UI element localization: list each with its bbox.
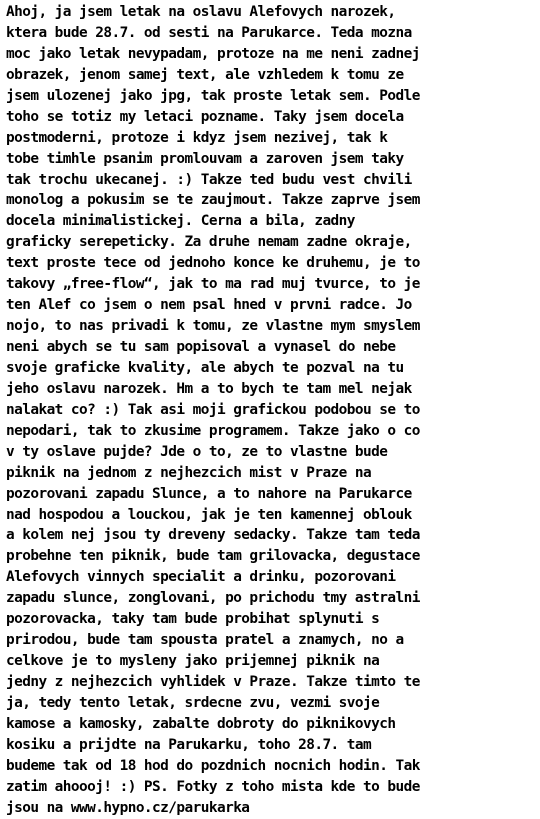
flyer-line: ktera bude 28.7. od sesti na Parukarce. Teda mozna xyxy=(6,24,412,41)
flyer-line: neni abych se tu sam popisoval a vynasel do nebe xyxy=(6,339,396,355)
flyer-line: zatim ahoooj! :) PS. Fotky z toho mista kde to bude xyxy=(6,778,420,795)
flyer-line: kosiku a prijdte na Parukarku, toho 28.7. tam xyxy=(6,736,372,753)
flyer-line: piknik na jednom z nejhezcich mist v Praze na xyxy=(6,464,372,481)
flyer-line: nalakat co? :) Tak asi moji grafickou podobou se to xyxy=(6,401,420,418)
flyer-text xyxy=(6,2,538,819)
flyer-line: a kolem nej jsou ty dreveny sedacky. Takze tam teda xyxy=(6,527,420,544)
flyer-line: nojo, to nas privadi k tomu, ze vlastne mym smyslem xyxy=(6,318,420,335)
flyer-line: graficky serepeticky. Za druhe nemam zadne okraje, xyxy=(6,234,412,251)
flyer-line: moc jako letak nevypadam, protoze na me neni zadnej xyxy=(6,45,420,62)
flyer-line: nad hospodou a louckou, jak je ten kamennej oblouk xyxy=(6,506,412,523)
flyer-line: zapadu slunce, zonglovani, po prichodu tmy astralni xyxy=(6,590,420,607)
flyer-line: docela minimalistickej. Cerna a bila, zadny xyxy=(6,213,355,230)
flyer-line: text proste tece od jednoho konce ke druhemu, je to xyxy=(6,255,420,272)
flyer-line: celkove je to mysleny jako prijemnej piknik na xyxy=(6,653,380,670)
flyer-line: nepodari, tak to zkusime programem. Takze jako o co xyxy=(6,422,420,439)
flyer-line: probehne ten piknik, bude tam grilovacka, degustace xyxy=(6,548,420,565)
flyer-line: ten Alef co jsem o nem psal hned v prvni radce. Jo xyxy=(6,297,412,314)
flyer-line: tobe timhle psanim promlouvam a zaroven jsem taky xyxy=(6,150,404,167)
flyer-line: monolog a pokusim se te zaujmout. Takze zaprve jsem xyxy=(6,192,420,209)
flyer-line: obrazek, jenom samej text, ale vzhledem k tomu ze xyxy=(6,66,404,83)
flyer-line: jeho oslavu narozek. Hm a to bych te tam mel nejak xyxy=(6,380,412,397)
flyer-line: postmoderni, protoze i kdyz jsem nezivej, tak k xyxy=(6,129,388,146)
flyer-line: Ahoj, ja jsem letak na oslavu Alefovych narozek, xyxy=(6,4,396,20)
flyer-line: pozorovani zapadu Slunce, a to nahore na Parukarce xyxy=(6,485,412,502)
flyer-line: prirodou, bude tam spousta pratel a znamych, no a xyxy=(6,632,404,649)
flyer-line: pozorovacka, taky tam bude probihat splynuti s xyxy=(6,611,380,628)
flyer-line: svoje graficke kvality, ale abych te pozval na tu xyxy=(6,359,404,376)
flyer-line: takovy „free-flow“, jak to ma rad muj tvurce, to je xyxy=(6,276,420,293)
flyer-line: ja, tedy tento letak, srdecne zvu, vezmi svoje xyxy=(6,694,380,711)
flyer-line: jsem ulozenej jako jpg, tak proste letak sem. Podle xyxy=(6,87,420,104)
flyer-line: Alefovych vinnych specialit a drinku, pozorovani xyxy=(6,569,396,586)
flyer-line: jedny z nejhezcich vyhlidek v Praze. Takze timto te xyxy=(6,674,420,690)
flyer-line: jsou na www.hypno.cz/parukarka xyxy=(6,799,250,816)
flyer-line: budeme tak od 18 hod do pozdnich nocnich hodin. Tak xyxy=(6,757,420,774)
flyer-line: tak trochu ukecanej. :) Takze ted budu vest chvili xyxy=(6,171,412,188)
flyer-line: toho se totiz my letaci pozname. Taky jsem docela xyxy=(6,108,404,125)
flyer-line: v ty oslave pujde? Jde o to, ze to vlastne bude xyxy=(6,443,388,460)
flyer-line: kamose a kamosky, zabalte dobroty do piknikovych xyxy=(6,715,396,732)
